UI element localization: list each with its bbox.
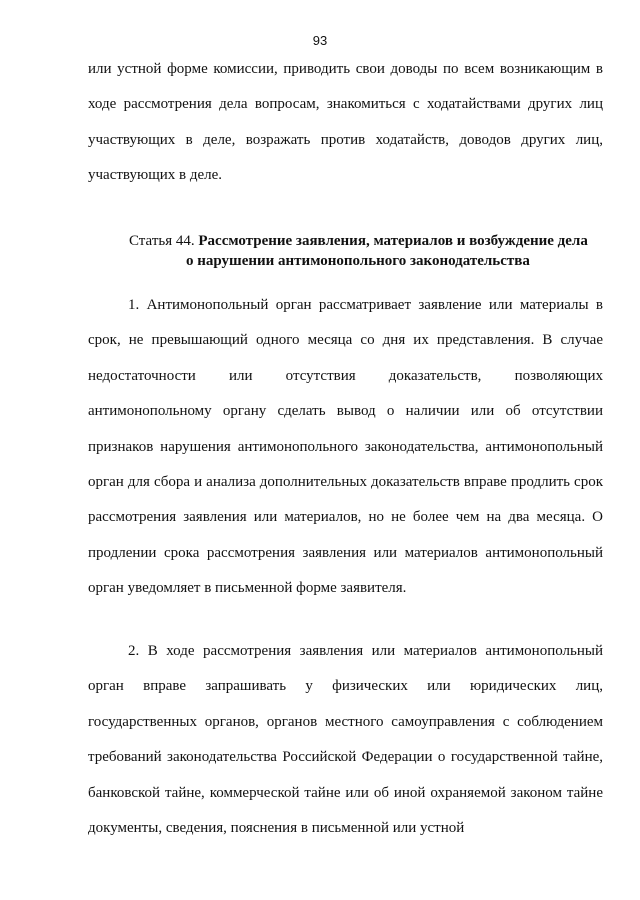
paragraph-2: 2. В ходе рассмотрения заявления или материалов антимонопольный орган вправе запрашивать у физических или юридических лиц, государственных органов, органов местного самоуправления с соблюдением требований законодательства Российской Федерации о государственной тайне, банковской тайне, коммерческой тайне или об иной охраняемой законом тайне документы, сведения, пояснения в письменной или устной [88,643,603,837]
article-heading [129,231,619,271]
article-number: Статья 44. [129,233,195,249]
article-title-line2: о нарушении антимонопольного законодательства [186,253,530,269]
article-title-line1: Рассмотрение заявления, материалов и возбуждение дела [198,233,588,249]
paragraph-1: 1. Антимонопольный орган рассматривает заявление или материалы в срок, не превышающий одного месяца со дня их представления. В случае недостаточности или отсутствия доказательств, позволяющих антимонопольному органу сделать вывод о наличии или об отсутствии признаков нарушения антимонопольного законодательства, антимонопольный орган для сбора и анализа дополнительных доказательств вправе продлить срок рассмотрения заявления или материалов, но не более чем на два месяца. О продлении срока рассмотрения заявления или материалов антимонопольный орган уведомляет в письменной форме заявителя. [88,297,603,597]
page-number: 93 [312,33,328,48]
intro-paragraph: или устной форме комиссии, приводить свои доводы по всем возникающим в ходе рассмотрения дела вопросам, знакомиться с ходатайствами других лиц участвующих в деле, возражать против ходатайств, доводов других лиц, участвующих в деле. [88,61,603,184]
